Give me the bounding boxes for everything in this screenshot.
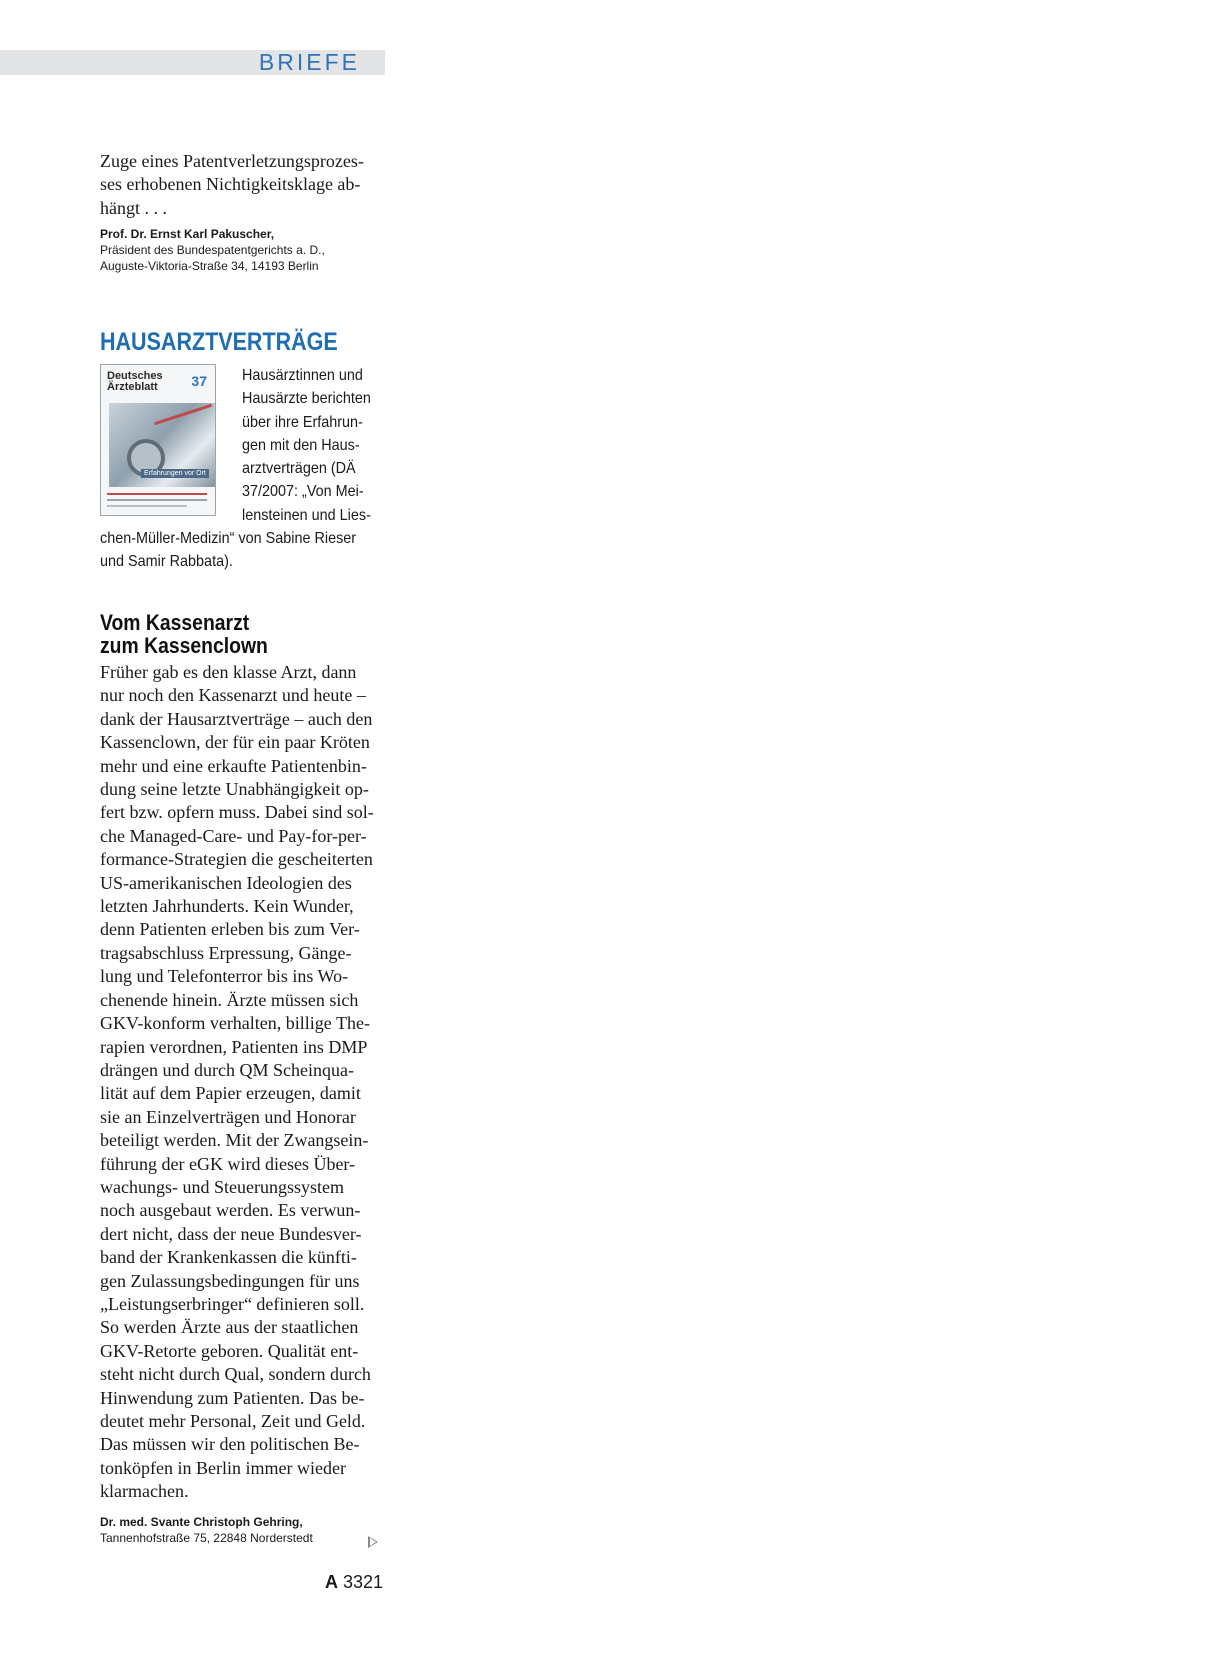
text-line: Hausärztinnen und bbox=[242, 367, 363, 384]
letter-2-text bbox=[100, 661, 385, 1504]
text-line: und Samir Rabbata). bbox=[100, 553, 233, 571]
author-name: Dr. med. Svante Christoph Gehring, bbox=[100, 1514, 303, 1529]
cover-issue-number: 37 bbox=[191, 373, 207, 389]
text-line: Kassenclown, der für ein paar Kröten bbox=[100, 732, 370, 753]
text-line: über ihre Erfahrun- bbox=[242, 413, 363, 431]
text-line: klarmachen. bbox=[100, 1481, 189, 1502]
section-heading: HAUSARZTVERTRÄGE bbox=[100, 328, 338, 356]
continue-arrow-icon bbox=[368, 1536, 378, 1548]
author-address: Auguste-Viktoria-Straße 34, 14193 Berlin bbox=[100, 259, 319, 274]
text-line: Hinwendung zum Patienten. Das be- bbox=[100, 1387, 365, 1408]
text-line: fert bzw. opfern muss. Dabei sind sol- bbox=[100, 802, 374, 823]
text-line: steht nicht durch Qual, sondern durch bbox=[100, 1364, 371, 1385]
cover-rule bbox=[107, 505, 187, 507]
text-line: lung und Telefonterror bis ins Wo- bbox=[100, 966, 349, 987]
letter-2 bbox=[100, 611, 385, 1546]
text-line: tonköpfen in Berlin immer wieder bbox=[100, 1457, 346, 1478]
text-line: „Leistungserbringer“ definieren soll. bbox=[100, 1293, 365, 1314]
page-number bbox=[300, 1572, 383, 1593]
text-line: arztverträgen (DÄ bbox=[242, 460, 356, 478]
pen-icon bbox=[154, 404, 212, 425]
author-title: Präsident des Bundespatentgerichts a. D., bbox=[100, 243, 325, 258]
text-line: rapien verordnen, Patienten ins DMP bbox=[100, 1036, 368, 1057]
text-line: mehr und eine erkaufte Patientenbin- bbox=[100, 755, 367, 776]
author-address: Tannenhofstraße 75, 22848 Norderstedt bbox=[100, 1530, 313, 1545]
text-line: Früher gab es den klasse Arzt, dann bbox=[100, 662, 357, 682]
text-line: ses erhobenen Nichtigkeitsklage ab- bbox=[100, 174, 361, 195]
cover-caption: Erfahrungen vor Ort bbox=[141, 469, 209, 478]
text-line: So werden Ärzte aus der staatlichen bbox=[100, 1317, 359, 1338]
text-line: hängt . . . bbox=[100, 197, 167, 218]
letter-2-title: Vom Kassenarzt bbox=[100, 610, 250, 635]
text-line: chenende hinein. Ärzte müssen sich bbox=[100, 989, 359, 1010]
text-line: US-amerikanischen Ideologien des bbox=[100, 872, 352, 893]
cover-rule bbox=[107, 493, 207, 495]
text-line: Hausärzte berichten bbox=[242, 390, 371, 408]
text-line: nur noch den Kassenarzt und heute – bbox=[100, 685, 366, 706]
masthead-line: Ärzteblatt bbox=[107, 381, 158, 393]
cover-masthead bbox=[107, 371, 163, 393]
text-line: sie an Einzelverträgen und Honorar bbox=[100, 1106, 356, 1127]
letter-1 bbox=[100, 150, 385, 274]
text-line: deutet mehr Personal, Zeit und Geld. bbox=[100, 1411, 366, 1431]
text-line: GKV-konform verhalten, billige The- bbox=[100, 1013, 370, 1034]
text-line: chen-Müller-Medizin“ von Sabine Rieser bbox=[100, 530, 357, 548]
text-line: dank der Hausarztverträge – auch den bbox=[100, 708, 373, 729]
page-prefix: A bbox=[324, 1572, 338, 1592]
cover-rule bbox=[107, 499, 207, 501]
text-line: lität auf dem Papier erzeugen, damit bbox=[100, 1083, 361, 1104]
text-line: beteiligt werden. Mit der Zwangsein- bbox=[100, 1130, 369, 1151]
masthead-line: Deutsches bbox=[107, 370, 163, 382]
text-line: che Managed-Care- und Pay-for-per- bbox=[100, 825, 367, 846]
text-line: letzten Jahrhunderts. Kein Wunder, bbox=[100, 896, 354, 917]
text-line: Zuge eines Patentverletzungsprozes- bbox=[100, 151, 364, 171]
author-name: Prof. Dr. Ernst Karl Pakuscher, bbox=[100, 227, 275, 242]
text-line: 37/2007: „Von Mei- bbox=[242, 483, 364, 501]
text-line: GKV-Retorte geboren. Qualität ent- bbox=[100, 1340, 359, 1361]
text-line: noch ausgebaut werden. Es verwun- bbox=[100, 1200, 361, 1221]
letter-2-title: zum Kassenclown bbox=[100, 633, 268, 658]
text-line: tragsabschluss Erpressung, Gänge- bbox=[100, 942, 352, 963]
text-line: dung seine letzte Unabhängigkeit op- bbox=[100, 779, 369, 800]
text-line: dert nicht, dass der neue Bundesver- bbox=[100, 1223, 362, 1244]
page-value: 3321 bbox=[342, 1572, 383, 1592]
letter-1-signature bbox=[100, 226, 385, 274]
section-heading-block bbox=[100, 328, 385, 357]
section-label: BRIEFE bbox=[258, 49, 360, 75]
text-line: gen Zulassungsbedingungen für uns bbox=[100, 1270, 360, 1291]
text-line: führung der eGK wird dieses Über- bbox=[100, 1153, 356, 1174]
text-line: gen mit den Haus- bbox=[242, 436, 360, 454]
letter-1-text bbox=[100, 150, 385, 220]
text-line: wachungs- und Steuerungssystem bbox=[100, 1176, 344, 1197]
intro-block bbox=[100, 364, 385, 571]
text-line: Das müssen wir den politischen Be- bbox=[100, 1434, 360, 1455]
magazine-cover-image bbox=[100, 364, 216, 516]
text-line: band der Krankenkassen die künfti- bbox=[100, 1247, 357, 1268]
text-line: formance-Strategien die gescheiterten bbox=[100, 849, 373, 870]
letter-2-signature bbox=[100, 1514, 385, 1546]
text-line: lensteinen und Lies- bbox=[242, 506, 371, 524]
text-line: denn Patienten erleben bis zum Ver- bbox=[100, 919, 360, 940]
text-line: drängen und durch QM Scheinqua- bbox=[100, 1059, 354, 1080]
